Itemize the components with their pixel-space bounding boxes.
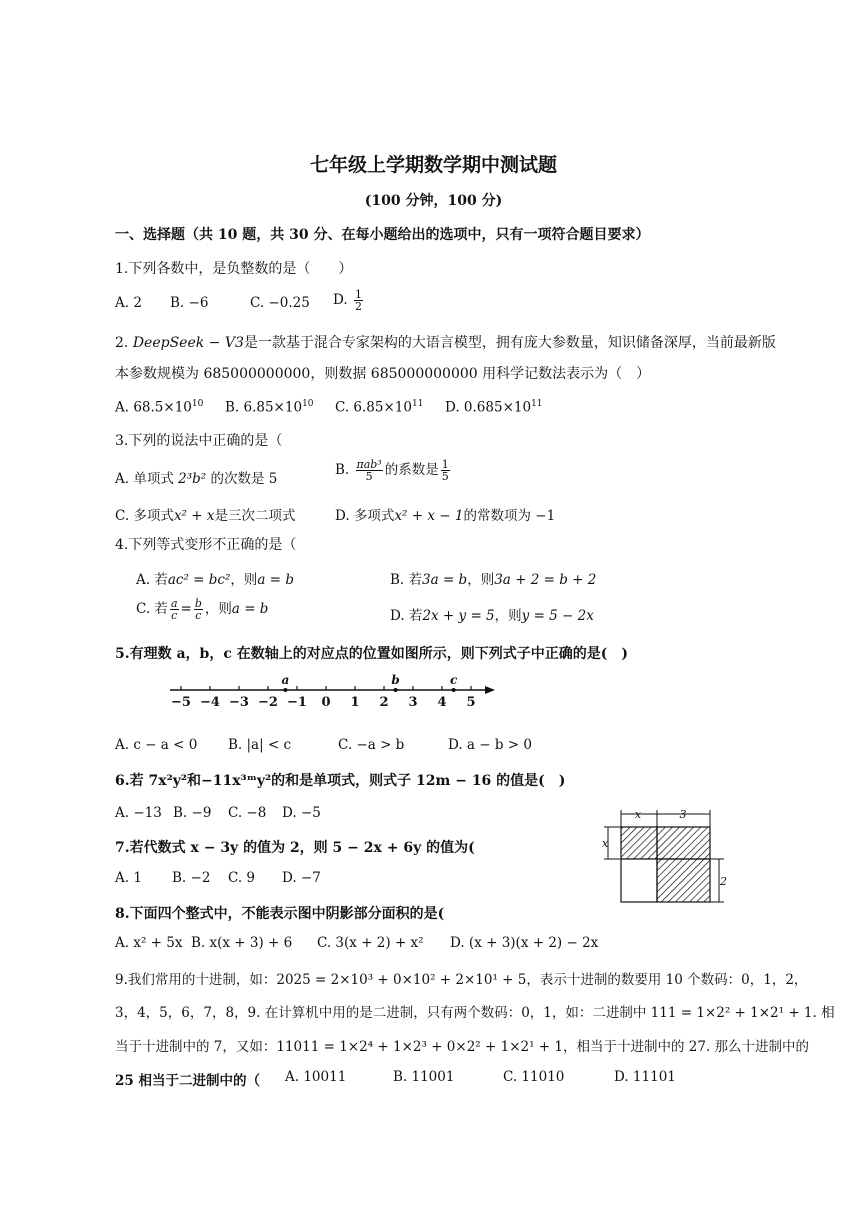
q4-c-frac1 xyxy=(170,598,179,621)
q4-c-d2: c xyxy=(195,609,202,622)
q1-d-label: D. xyxy=(333,292,348,308)
q1-d-den: 2 xyxy=(354,300,362,313)
q2-d-exp: 11 xyxy=(531,399,543,409)
q4-c-d1: c xyxy=(171,609,178,622)
q9-option-a: A. 10011 xyxy=(285,1069,347,1085)
q4-b-res: 3a + 2 = b + 2 xyxy=(494,572,597,588)
q2-line2: 本参数规模为 685000000000，则数据 685000000000 用科学记数法表示为（ ） xyxy=(115,366,651,382)
q9-option-d: D. 11101 xyxy=(614,1069,676,1085)
q7-option-c: C. 9 xyxy=(228,870,256,886)
number-line-point-label-a: a xyxy=(281,673,290,687)
q2-option-a xyxy=(115,399,203,416)
page-subtitle: (100 分钟，100 分) xyxy=(364,193,503,209)
q5-option-b: B. |a| < c xyxy=(228,737,292,753)
q4-c-n2: b xyxy=(194,597,202,610)
q3-b-num2: 1 xyxy=(441,458,449,471)
q6-stem-a: 6.若 xyxy=(115,773,144,789)
number-line-point-label-c: c xyxy=(449,673,458,687)
q4-option-d xyxy=(390,604,594,624)
q3-a-pre: A. 单项式 xyxy=(115,471,174,487)
q7-option-d: D. −7 xyxy=(282,870,321,886)
q9-option-c: C. 11010 xyxy=(503,1069,565,1085)
label-top-3: 3 xyxy=(679,808,687,821)
q7-stem: 7.若代数式 x − 3y 的值为 2，则 5 − 2x + 6y 的值为( xyxy=(115,840,475,856)
q4-c-res: a = b xyxy=(231,601,269,617)
q3-d-post: 的常数项为 −1 xyxy=(463,508,556,524)
q9-line3: 当于十进制中的 7，又如：11011 = 1×2⁴ + 1×2³ + 0×2² + 1×2¹ + 1，相当于十进制中的 27. 那么十进制中的 xyxy=(115,1039,810,1055)
q3-option-b xyxy=(335,458,452,482)
q3-b-den: 5 xyxy=(365,470,373,483)
q8-stem: 8.下面四个整式中，不能表示图中阴影部分面积的是( xyxy=(115,906,445,922)
q3-a-post: 的次数是 5 xyxy=(210,471,278,487)
q3-option-d xyxy=(335,504,555,524)
q2-b-base: B. 6.85×10 xyxy=(225,399,303,416)
q5-stem: 5.有理数 a，b，c 在数轴上的对应点的位置如图所示，则下列式子中正确的是( ) xyxy=(115,646,628,662)
q4-b-mid: ，则 xyxy=(467,572,495,588)
q5-option-c: C. −a > b xyxy=(338,737,405,753)
q3-d-expr: x² + x − 1 xyxy=(394,508,464,524)
q4-stem: 4.下列等式变形不正确的是（ xyxy=(115,537,297,553)
q2-d-base: D. 0.685×10 xyxy=(445,399,532,416)
q9-line4: 25 相当于二进制中的（ xyxy=(115,1073,260,1089)
q5-option-a: A. c − a < 0 xyxy=(115,737,198,753)
q4-c-n1: a xyxy=(170,597,178,610)
number-line-tick-label: −5 xyxy=(171,695,191,710)
number-line-point-b xyxy=(394,688,398,692)
number-line-point-a xyxy=(283,688,287,692)
q4-c-eq: = xyxy=(180,601,192,617)
page-title: 七年级上学期数学期中测试题 xyxy=(309,154,557,176)
q6-stem-d: −11x³ᵐy² xyxy=(201,773,272,789)
q3-option-c xyxy=(115,504,295,524)
q1-option-c: C. −0.25 xyxy=(250,295,310,311)
label-left-x: x xyxy=(602,837,609,850)
q1-stem: 1.下列各数中，是负整数的是（ ） xyxy=(115,261,353,277)
q3-b-pre: B. xyxy=(335,462,350,478)
q2-c-base: C. 6.85×10 xyxy=(335,399,412,416)
q4-c-frac2 xyxy=(194,598,203,621)
q3-c-pre: C. 多项式 xyxy=(115,508,174,524)
q4-c-pre: C. 若 xyxy=(136,601,168,617)
q1-option-d xyxy=(333,289,365,312)
number-line-tick-label: 5 xyxy=(466,695,476,710)
q9-line1: 9.我们常用的十进制，如：2025 = 2×10³ + 0×10² + 2×10¹ + 5，表示十进制的数要用 10 个数码：0，1，2， xyxy=(115,972,808,988)
q4-option-c xyxy=(136,597,268,621)
q8-option-b: B. x(x + 3) + 6 xyxy=(191,935,293,951)
q3-b-fraction xyxy=(356,459,383,482)
number-line-figure xyxy=(165,672,505,712)
q8-option-d: D. (x + 3)(x + 2) − 2x xyxy=(450,935,599,951)
q4-b-expr: 3a = b xyxy=(422,572,468,588)
q2-option-c xyxy=(335,399,423,416)
q2-line1-text: 是一款基于混合专家架构的大语言模型，拥有庞大参数量，知识储备深厚，当前最新版 xyxy=(243,335,776,351)
q6-stem xyxy=(115,770,565,790)
number-line-tick-label: 1 xyxy=(350,695,360,710)
q5-option-d: D. a − b > 0 xyxy=(448,737,532,753)
q1-option-a: A. 2 xyxy=(115,295,142,311)
q4-option-a xyxy=(136,568,294,588)
q7-option-a: A. 1 xyxy=(115,870,142,886)
q4-option-b xyxy=(390,568,596,588)
q3-b-fraction2 xyxy=(441,459,450,482)
label-top-x: x xyxy=(634,808,642,821)
number-line-tick-label: 2 xyxy=(379,695,389,710)
q4-d-expr: 2x + y = 5 xyxy=(422,608,495,624)
q1-option-b: B. −6 xyxy=(170,295,209,311)
q6-stem-c: 和 xyxy=(187,773,201,789)
q3-a-expr: 2³b² xyxy=(178,471,207,487)
label-right-2: 2 xyxy=(720,875,727,888)
q3-b-den2: 5 xyxy=(441,470,449,483)
q6-option-c: C. −8 xyxy=(228,805,267,821)
q6-option-d: D. −5 xyxy=(282,805,321,821)
number-line-tick-label: 3 xyxy=(408,695,418,710)
q3-option-a xyxy=(115,467,277,487)
q8-option-c: C. 3(x + 2) + x² xyxy=(317,935,424,951)
q4-d-mid: ，则 xyxy=(494,608,522,624)
q6-option-a: A. −13 xyxy=(115,805,162,821)
q2-option-d xyxy=(445,399,543,416)
q9-option-b: B. 11001 xyxy=(393,1069,455,1085)
q4-b-pre: B. 若 xyxy=(390,572,423,588)
number-line-tick-label: −4 xyxy=(200,695,220,710)
q8-option-a: A. x² + 5x xyxy=(115,935,183,951)
number-line-tick-label: −3 xyxy=(229,695,249,710)
q4-d-res: y = 5 − 2x xyxy=(521,608,594,624)
number-line-point-c xyxy=(452,688,456,692)
q3-d-pre: D. 多项式 xyxy=(335,508,395,524)
q2-number: 2. xyxy=(115,335,129,351)
q2-c-exp: 11 xyxy=(411,399,424,409)
number-line-tick-label: 4 xyxy=(437,695,447,710)
area-figure xyxy=(598,802,728,912)
number-line-tick-label: 0 xyxy=(321,695,331,710)
q4-d-pre: D. 若 xyxy=(390,608,423,624)
q2-model-name: DeepSeek − V3 xyxy=(132,335,244,351)
q6-stem-e: 的和是单项式，则式子 12m − 16 的值是( ) xyxy=(271,773,566,789)
q2-a-exp: 10 xyxy=(191,399,204,409)
shaded-rect-top-right xyxy=(657,827,710,859)
q3-b-mid: 的系数是 xyxy=(384,462,439,478)
q2-b-exp: 10 xyxy=(302,399,314,409)
blank-rect xyxy=(621,859,657,902)
q4-a-pre: A. 若 xyxy=(136,572,168,588)
q6-option-b: B. −9 xyxy=(173,805,212,821)
q3-c-expr: x² + x xyxy=(173,508,215,524)
q1-d-fraction xyxy=(354,289,363,312)
q9-line2: 3，4，5，6，7，8，9. 在计算机中用的是二进制，只有两个数码：0，1，如：二进制中 111 = 1×2² + 1×2¹ + 1. 相 xyxy=(115,1005,835,1021)
q4-c-mid: ，则 xyxy=(204,601,232,617)
q4-a-res: a = b xyxy=(257,572,294,588)
q3-stem: 3.下列的说法中正确的是（ xyxy=(115,433,283,449)
q1-d-num: 1 xyxy=(354,288,362,301)
shaded-square xyxy=(621,827,657,859)
q7-option-b: B. −2 xyxy=(172,870,211,886)
section-heading: 一、选择题（共 10 题，共 30 分、在每小题给出的选项中，只有一项符合题目要求） xyxy=(115,227,650,243)
number-line-point-label-b: b xyxy=(391,673,400,687)
q3-c-post: 是三次二项式 xyxy=(214,508,296,524)
q2-option-b xyxy=(225,399,314,416)
number-line-tick-label: −1 xyxy=(287,695,307,710)
q2-a-base: A. 68.5×10 xyxy=(115,399,192,416)
q4-a-mid: ，则 xyxy=(230,572,258,588)
shaded-rect-bottom-right xyxy=(657,859,710,902)
number-line-arrow xyxy=(485,686,495,694)
q3-b-num: πab³ xyxy=(356,458,382,471)
q2-line1 xyxy=(115,332,776,352)
number-line-tick-label: −2 xyxy=(258,695,278,710)
q4-a-expr: ac² = bc² xyxy=(167,572,231,588)
q6-stem-b: 7x²y² xyxy=(148,773,187,789)
